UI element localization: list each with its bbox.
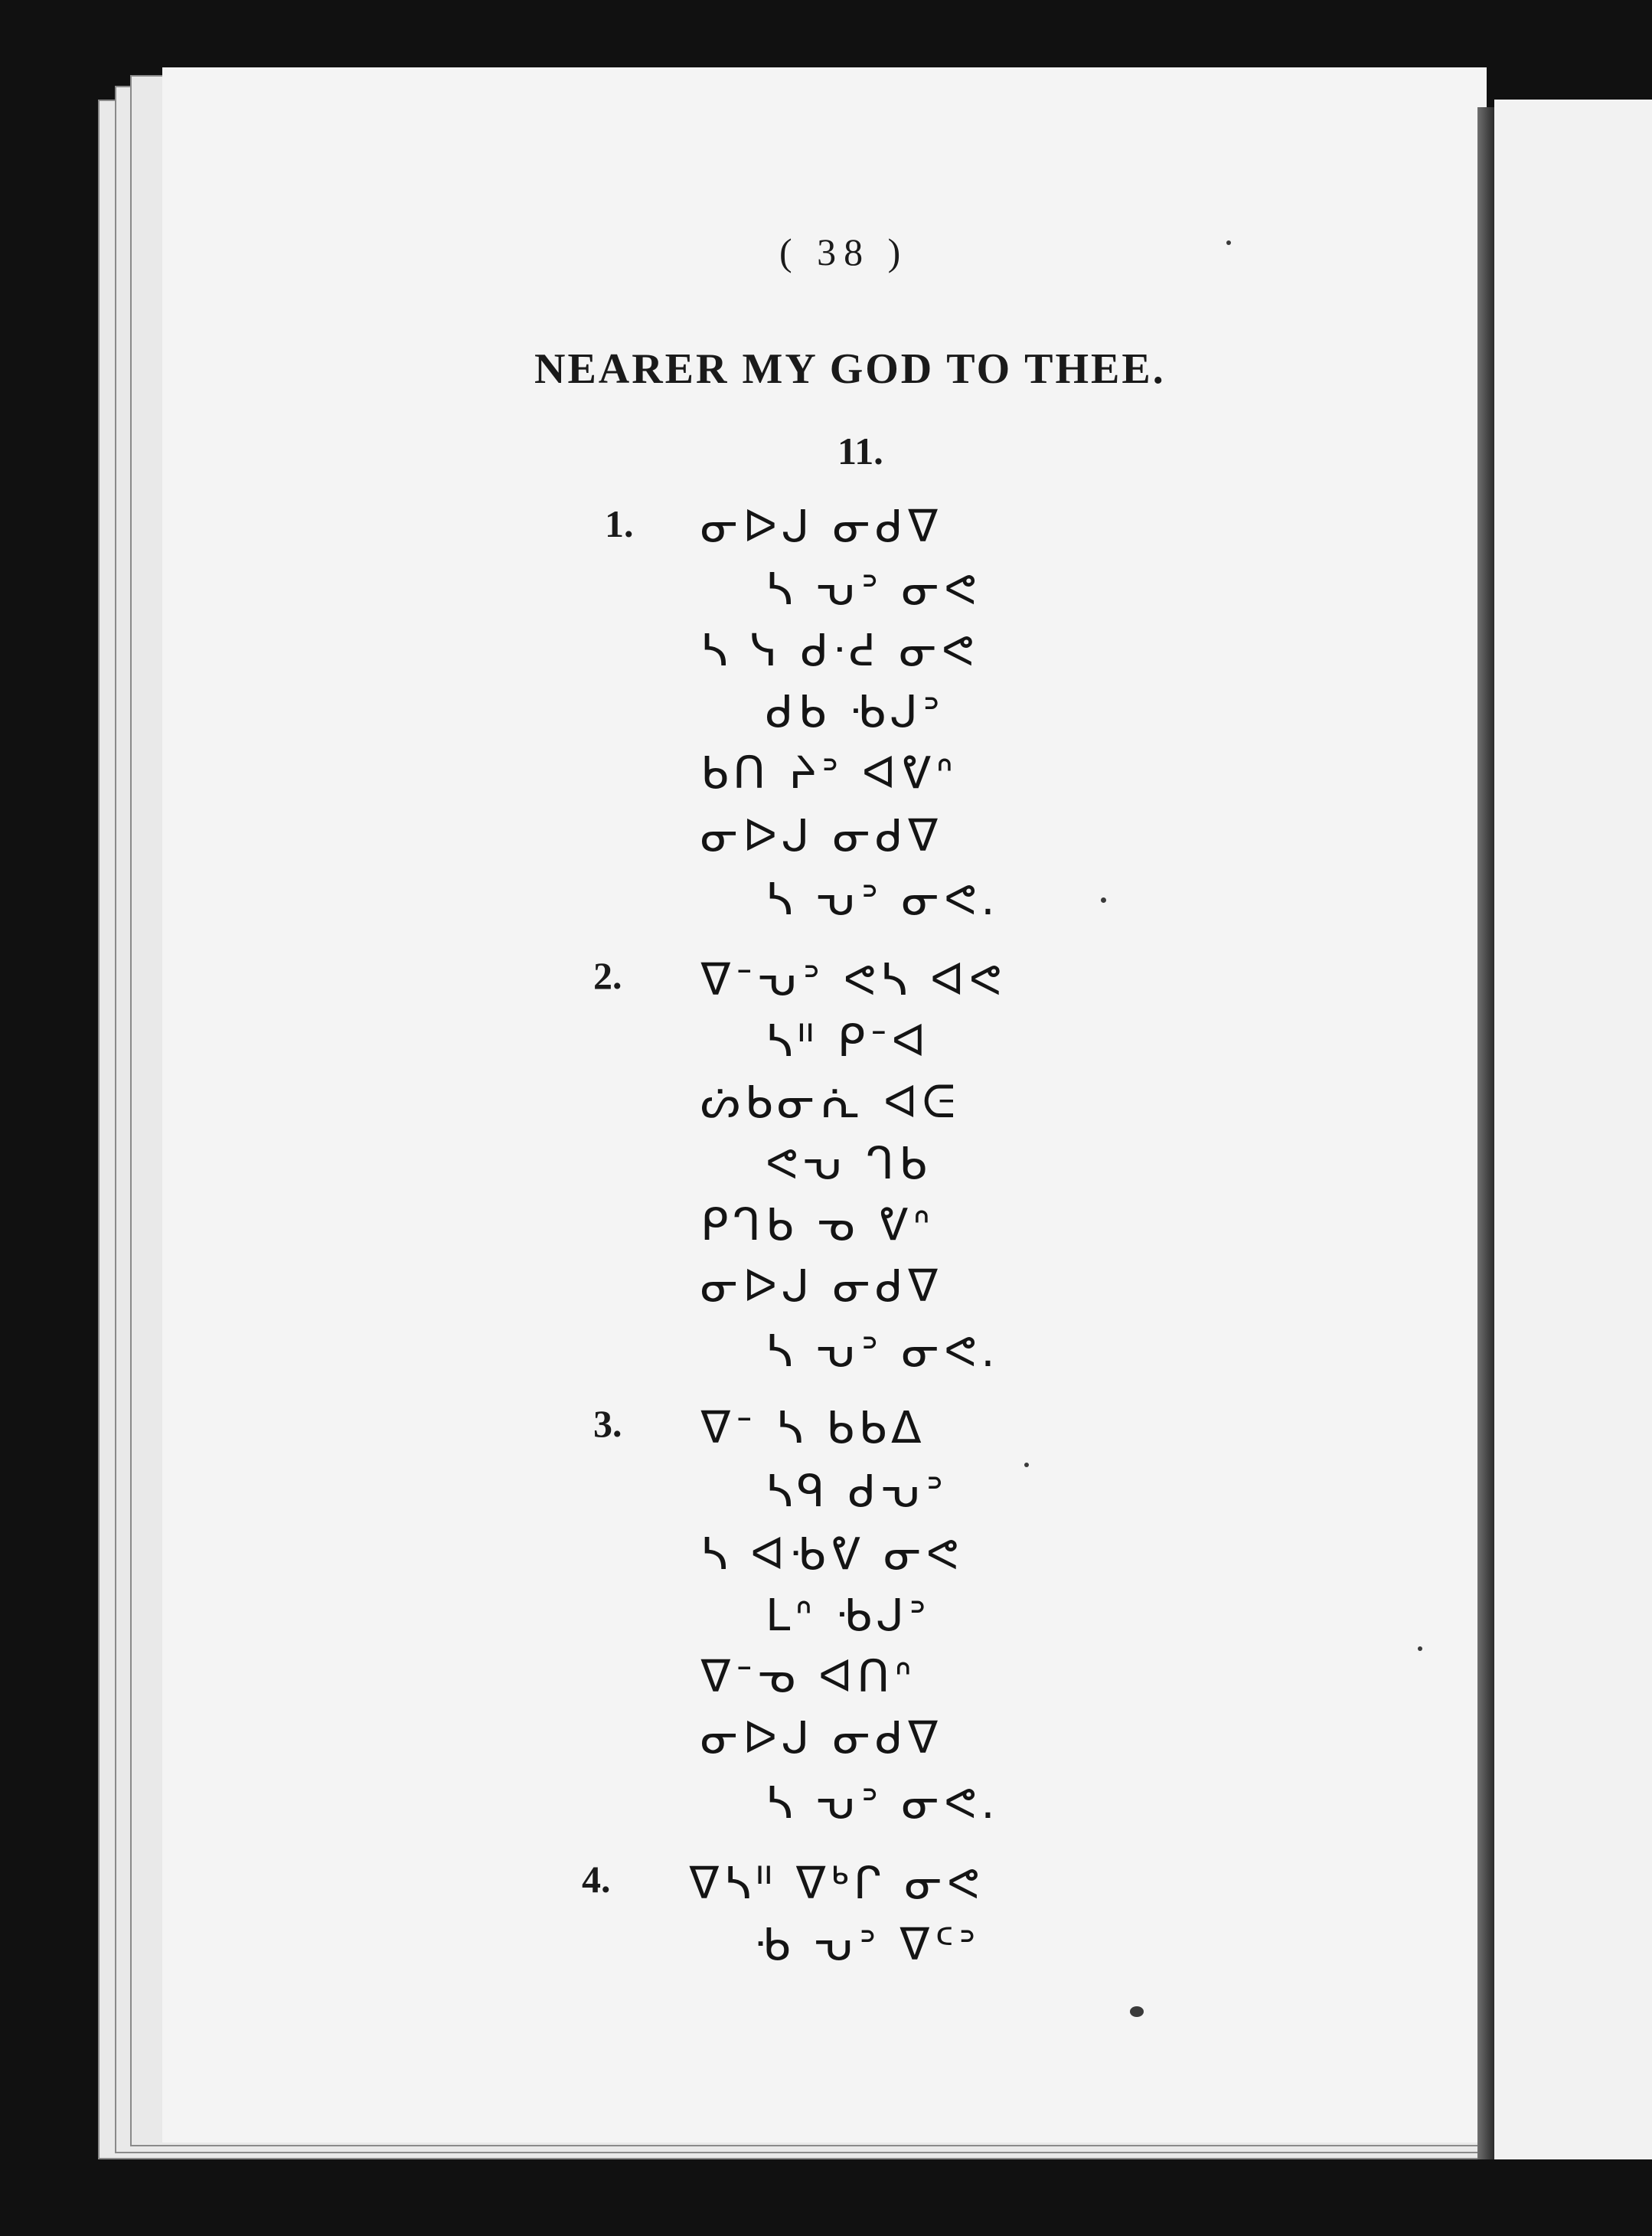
verse-line: ᑯᑲ ᑾᒍᐣ: [766, 685, 945, 737]
verse-line: ᓴ ᓭ ᑯᐧᕍ ᓂᕙ: [700, 624, 979, 676]
verse-line: ᑾ ᕃᐣ ᐁᑦᐣ: [754, 1918, 981, 1970]
scan-speck: [1101, 897, 1106, 903]
verse-line: ᔖᑲᓂᕇ ᐊᕮ: [700, 1076, 960, 1128]
hymn-number: 11.: [837, 430, 883, 472]
scan-speck: [1130, 2006, 1144, 2017]
verse-line: ᓴ ᕃᐣ ᓂᕙ.: [766, 873, 1000, 925]
scan-speck: [1024, 1463, 1029, 1467]
verse-line: ᓂᐅᒍ ᓂᑯᐁ: [700, 1260, 943, 1312]
verse-line: ᓴᐦ ᑭᐨᐊ: [766, 1015, 931, 1067]
verse-line: ᓴ ᕃᐣ ᓂᕙ.: [766, 1777, 1000, 1829]
verse-number: 2.: [593, 954, 622, 997]
verse-line: ᓴ ᕃᐣ ᓂᕙ: [766, 563, 981, 615]
verse-line: ᐁᐨ ᓴ ᑲᑲᐃ: [700, 1401, 926, 1453]
verse-line: ᕙᕃ ᒉᑲ: [766, 1137, 932, 1189]
verse-line: ᓂᐅᒍ ᓂᑯᐁ: [700, 500, 943, 552]
verse-line: ᓴ ᕃᐣ ᓂᕙ.: [766, 1325, 1000, 1377]
verse-line: ᓴᑫ ᑯᕃᐣ: [766, 1465, 948, 1517]
facing-page: [1494, 100, 1652, 2159]
scan-speck: [1226, 240, 1231, 245]
verse-number: 1.: [605, 502, 634, 545]
verse-line: ᓴ ᐊᑾᕓ ᓂᕙ: [700, 1528, 963, 1580]
verse-line: ᓂᐅᒍ ᓂᑯᐁ: [700, 1711, 943, 1764]
verse-line: ᑲᑎ ᔨᐣ ᐊᕓᐢ: [700, 747, 958, 799]
verse-line: ᑭᒉᑲ ᓀ ᕓᐢ: [700, 1198, 935, 1250]
verse-number: 4.: [582, 1858, 611, 1901]
verse-line: ᒪᐢ ᑾᒍᐣ: [766, 1589, 931, 1641]
verse-line: ᐁᐨᓀ ᐊᑎᐢ: [700, 1650, 916, 1702]
book-gutter: [1477, 107, 1494, 2159]
page-number: ( 38 ): [779, 230, 909, 273]
verse-number: 3.: [593, 1402, 622, 1445]
verse-line: ᓂᐅᒍ ᓂᑯᐁ: [700, 809, 943, 861]
verse-line: ᐁᐨᕃᐣ ᕙᓴ ᐊᕙ: [700, 953, 1006, 1005]
hymn-title: NEARER MY GOD TO THEE.: [534, 345, 1166, 393]
verse-line: ᐁᓴᐦ ᐁᒃᒋ ᓂᕙ: [689, 1857, 984, 1909]
scan-speck: [1418, 1646, 1422, 1651]
